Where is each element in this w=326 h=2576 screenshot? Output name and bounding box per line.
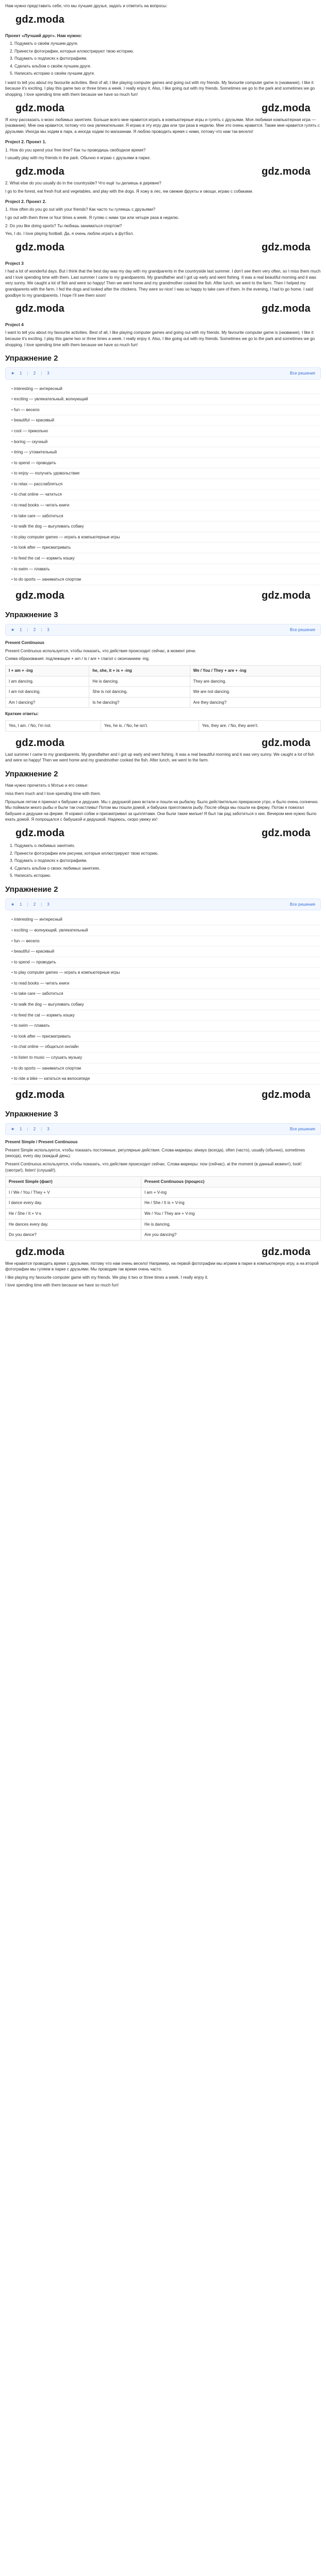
list-item: • to take care — заботиться bbox=[11, 511, 321, 522]
short-answers-table bbox=[5, 720, 321, 732]
list-item: • to feed the cat — кормить кошку bbox=[11, 1010, 321, 1021]
list-item: • to do sports — заниматься спортом bbox=[11, 574, 321, 585]
table-cell: She is not dancing. bbox=[89, 687, 190, 698]
watermark-logo: gdz.moda bbox=[262, 827, 311, 839]
watermark-logo: gdz.moda bbox=[15, 589, 64, 601]
watermark-row bbox=[5, 1087, 321, 1104]
watermark-row bbox=[5, 11, 321, 28]
list-item: 4. Сделать альбом о своём лучшем друге. bbox=[14, 63, 321, 70]
rating-bar bbox=[5, 624, 321, 636]
rating-1[interactable]: 1 bbox=[20, 1126, 22, 1131]
project-3 bbox=[5, 260, 321, 317]
table-row bbox=[6, 1219, 321, 1230]
grammar-label: Present Continuous bbox=[5, 640, 45, 646]
project3-label: Project 3 bbox=[5, 260, 24, 266]
watermark-logo: gdz.moda bbox=[15, 165, 64, 177]
watermark-row bbox=[5, 825, 321, 842]
list-item: • to spend — проводить bbox=[11, 458, 321, 469]
watermark-logo: gdz.moda bbox=[15, 102, 64, 114]
watermark-logo: gdz.moda bbox=[15, 827, 64, 839]
list-item: • to enjoy — получать удовольствие bbox=[11, 468, 321, 479]
list-item: • to read books — читать книги bbox=[11, 978, 321, 989]
star-icon[interactable]: ★ bbox=[11, 370, 15, 376]
table-cell: Yes, I am. / No, I'm not. bbox=[6, 720, 101, 731]
tense-table bbox=[5, 1176, 321, 1241]
list-item: • cool — прикольно bbox=[11, 426, 321, 437]
list-item: • to walk the dog — выгуливать собаку bbox=[11, 521, 321, 532]
watermark-row bbox=[5, 163, 321, 180]
vocab-list bbox=[5, 384, 321, 585]
watermark-logo: gdz.moda bbox=[262, 303, 311, 315]
list-item: • to read books — читать книги bbox=[11, 500, 321, 511]
all-solutions-link[interactable]: Все решения bbox=[290, 902, 315, 907]
exercise-4-lead: Нам нужно прочитать о Мэтью и его семье: bbox=[5, 783, 89, 788]
table-cell: I am dancing. bbox=[6, 676, 89, 687]
list-item: • to spend — проводить bbox=[11, 957, 321, 968]
list-item: • to feed the cat — кормить кошку bbox=[11, 553, 321, 564]
list-item: • beautiful — красивый bbox=[11, 946, 321, 957]
grammar-label: Present Simple / Present Continuous bbox=[5, 1140, 78, 1145]
exercise-2-title: Упражнение 2 bbox=[5, 354, 58, 363]
exercise-6-outro-2: I like playing my favourite computer game with my friends. We play it two or three times a week. I really enjoy it. bbox=[5, 1275, 208, 1280]
table-cell: He / She / It is + V-ing bbox=[141, 1198, 320, 1209]
list-item: • exciting — волнующий, увлекательный bbox=[11, 925, 321, 936]
list-item: • to walk the dog — выгуливать собаку bbox=[11, 999, 321, 1010]
watermark-logo: gdz.moda bbox=[262, 737, 311, 749]
list-item: • boring — скучный bbox=[11, 437, 321, 448]
list-item: • fun — весело bbox=[11, 405, 321, 416]
exercise-4-story-ru: Прошлым летом я приехал к бабушке и дедушке. Мы с дедушкой рано встали и пошли на рыбалку. Было действительно прекрасное утро, и было очень солнечно. Мы поймали много рыбы и были так счастливы! Потом мы пошли домой, и бабушка приготовила рыбу. После обеда мы пошли на ферму. Потом я помогал бабушке и дедушке на ферме. Я кормил собак и присматривал за цыплятами. Они были такие милые! Я был так рад заботиться о них. Вечером мне нужно было ехать домой. Я попрощался с бабушкой и дедушкой. Надеюсь, скоро увижу их! bbox=[5, 799, 319, 822]
exercise-2 bbox=[5, 353, 321, 604]
table-row bbox=[6, 676, 321, 687]
rating-3[interactable]: 3 bbox=[47, 370, 50, 376]
watermark-logo: gdz.moda bbox=[262, 1246, 311, 1258]
examples-title: Краткие ответы: bbox=[5, 711, 39, 717]
exercise-4-title: Упражнение 2 bbox=[5, 769, 58, 778]
star-icon[interactable]: ★ bbox=[11, 627, 15, 632]
block1-title: Проект «Лучший друг». Нам нужно: bbox=[5, 32, 83, 38]
list-item: • to swim — плавать bbox=[11, 564, 321, 575]
table-cell: Are you dancing? bbox=[141, 1230, 320, 1241]
table-cell: We are not dancing. bbox=[190, 687, 320, 698]
rating-1[interactable]: 1 bbox=[20, 902, 22, 907]
watermark-row bbox=[5, 239, 321, 256]
rating-3[interactable]: 3 bbox=[47, 1126, 50, 1131]
exercise-3-title: Упражнение 3 bbox=[5, 610, 58, 619]
table-cell: I / We / You / They + V bbox=[6, 1187, 141, 1198]
table-cell: I am + V-ing bbox=[141, 1187, 320, 1198]
all-solutions-link[interactable]: Все решения bbox=[290, 1126, 315, 1131]
watermark-logo: gdz.moda bbox=[262, 241, 311, 253]
rating-3[interactable]: 3 bbox=[47, 902, 50, 907]
list-item: 3. Подумать о подписях к фотографиям. bbox=[14, 858, 321, 864]
grammar-intro: Present Continuous используется, чтобы показать, что действие происходит сейчас, в момент речи. bbox=[5, 648, 197, 653]
exercise-3-text: Last summer I came to my grandparents. My grandfather and I got up early and went fishing. It was a real beautiful morning and it was very sunny. We caught a lot of fish and were so happy! Then we went home and my grandmother cooked the fish. After lunch, we went to the farm. bbox=[5, 752, 315, 763]
project1-q1: 1. How do you spend your free time? Как ты проводишь свободное время? bbox=[5, 147, 146, 152]
all-solutions-link[interactable]: Все решения bbox=[290, 370, 315, 376]
list-item: 2. Принести фотографии или рисунки, которые иллюстрируют твою историю. bbox=[14, 851, 321, 857]
rating-2[interactable]: 2 bbox=[33, 627, 36, 632]
table-cell: I dance every day. bbox=[6, 1198, 141, 1209]
table-header: he, she, it + is + -ing bbox=[89, 665, 190, 676]
project4-story: I want to tell you about my favourite activities. Best of all, I like playing computer games and going out with my friends. My favourite computer game is (название). I like it because it’s exciting. I play this game two or three times a week. I really enjoy it. Also, I like going out with my friends. Sometimes we go to the park and sometimes we go shopping. I love spending time with them because we have so much fun! bbox=[5, 330, 315, 347]
grammar-intro-2: Схема образования: подлежащее + am / is / are + глагол с окончанием -ing. bbox=[5, 656, 150, 662]
list-item: • interesting — интересный bbox=[11, 914, 321, 925]
table-cell: Are they dancing? bbox=[190, 697, 320, 708]
list-item: • exciting — увлекательный, волнующий bbox=[11, 394, 321, 405]
all-solutions-link[interactable]: Все решения bbox=[290, 627, 315, 632]
table-row bbox=[6, 720, 321, 731]
project4-label: Project 4 bbox=[5, 322, 24, 328]
rating-3[interactable]: 3 bbox=[47, 627, 50, 632]
list-item: 4. Сделать альбом о своих любимых занятиях. bbox=[14, 866, 321, 872]
grammar-intro-2: Present Continuous используется, чтобы показать, что действие происходит сейчас. Слова-маркеры: now (сейчас), at the moment (в данный момент), look! (смотри!), listen! (слушай!). bbox=[5, 1161, 302, 1173]
table-cell: Yes, they are. / No, they aren't. bbox=[199, 720, 320, 731]
table-cell: He dances every day. bbox=[6, 1219, 141, 1230]
intro-task: Нам нужно представить себе, что мы лучшие друзья, задать и ответить на вопросы: bbox=[5, 4, 168, 8]
project2-a2: Yes, I do. I love playing football. Да, я очень люблю играть в футбол. bbox=[5, 231, 134, 236]
list-item: 1. Подумать о любимых занятиях. bbox=[14, 843, 321, 849]
watermark-logo: gdz.moda bbox=[15, 1089, 64, 1100]
watermark-row bbox=[5, 300, 321, 317]
table-cell: They are dancing. bbox=[190, 676, 320, 687]
table-cell: He is dancing. bbox=[141, 1219, 320, 1230]
list-item: • to look after — присматривать bbox=[11, 543, 321, 553]
table-row bbox=[6, 1187, 321, 1198]
project2-q2: 2. Do you like doing sports? Ты любишь заниматься спортом? bbox=[5, 223, 122, 228]
table-row bbox=[6, 1230, 321, 1241]
block1-story-ru: Я хочу рассказать о моих любимых занятиях. Больше всего мне нравится играть в компьютерные игры и гулять с друзьями. Моя любимая компьютерная игра — (название). Мне она нравится, потому что она увлекательная. Я играю в эту игру два или три раза в неделю. Мне это очень нравится. Также мне нравится гулять с друзьями. Иногда мы ходим в парк, а иногда ходим по магазинам. Я люблю проводить время с ними, потому что нам так весело! bbox=[5, 117, 320, 134]
exercise-3 bbox=[5, 609, 321, 764]
table-header: Present Simple (факт) bbox=[6, 1177, 141, 1188]
list-item: • tiring — утомительный bbox=[11, 447, 321, 458]
block-best-friend bbox=[5, 11, 321, 135]
table-cell: Am I dancing? bbox=[6, 697, 89, 708]
watermark-logo: gdz.moda bbox=[262, 102, 311, 114]
table-cell: He / She / It + V-s bbox=[6, 1208, 141, 1219]
list-item: • beautiful — красивый bbox=[11, 415, 321, 426]
list-item: • fun — весело bbox=[11, 936, 321, 947]
rating-1[interactable]: 1 bbox=[20, 627, 22, 632]
list-item: 2. Принести фотографии, которые иллюстрируют твою историю. bbox=[14, 48, 321, 55]
divider: | bbox=[27, 1126, 28, 1131]
table-row bbox=[6, 665, 321, 676]
list-item: • to play computer games — играть в компьютерные игры bbox=[11, 532, 321, 543]
exercise-6-outro-3: I love spending time with them because we have so much fun! bbox=[5, 1283, 119, 1288]
rating-2[interactable]: 2 bbox=[33, 1126, 36, 1131]
list-item: 3. Подумать о подписях к фотографиям. bbox=[14, 56, 321, 62]
list-item: • to listen to music — слушать музыку bbox=[11, 1053, 321, 1063]
divider: | bbox=[41, 627, 42, 632]
table-cell: Do you dance? bbox=[6, 1230, 141, 1241]
list-item: • to take care — заботиться bbox=[11, 989, 321, 999]
watermark-logo: gdz.moda bbox=[15, 13, 64, 25]
project1-a2: I go to the forest, eat fresh fruit and vegetables, and play with the dogs. Я хожу в лес, ем свежие фрукты и овощи, играю с собаками. bbox=[5, 189, 253, 194]
list-item: 1. Подумать о своём лучшем друге. bbox=[14, 41, 321, 47]
project1-a1: I usually play with my friends in the park. Обычно я играю с друзьями в парке. bbox=[5, 156, 151, 161]
exercise-5 bbox=[5, 884, 321, 1104]
table-row bbox=[6, 1177, 321, 1188]
watermark-row bbox=[5, 100, 321, 117]
rating-bar bbox=[5, 367, 321, 380]
watermark-logo: gdz.moda bbox=[262, 589, 311, 601]
list-item: • to look after — присматривать bbox=[11, 1031, 321, 1042]
divider: | bbox=[41, 370, 42, 376]
table-header: I + am + -ing bbox=[6, 665, 89, 676]
project-1 bbox=[5, 139, 321, 194]
project2-q1: 1. How often do you go out with your friends? Как часто ты гуляешь с друзьями? bbox=[5, 207, 155, 212]
rating-bar bbox=[5, 899, 321, 911]
table-row bbox=[6, 697, 321, 708]
exercise-4-steps bbox=[5, 843, 321, 879]
list-item: • to chat online — общаться онлайн bbox=[11, 1042, 321, 1053]
table-cell: Is he dancing? bbox=[89, 697, 190, 708]
project-4 bbox=[5, 321, 321, 348]
watermark-logo: gdz.moda bbox=[15, 737, 64, 749]
project2-label: Project 2. Проект 2. bbox=[5, 199, 46, 205]
watermark-logo: gdz.moda bbox=[15, 1246, 64, 1258]
watermark-row bbox=[5, 587, 321, 604]
exercise-6 bbox=[5, 1109, 321, 1289]
list-item: • to do sports — заниматься спортом bbox=[11, 1063, 321, 1074]
watermark-logo: gdz.moda bbox=[262, 165, 311, 177]
rating-1[interactable]: 1 bbox=[20, 370, 22, 376]
divider: | bbox=[27, 902, 28, 907]
list-item: 5. Написать историю о своём лучшем друге. bbox=[14, 71, 321, 77]
list-item: • to ride a bike — кататься на велосипеде bbox=[11, 1074, 321, 1084]
table-cell: He is dancing. bbox=[89, 676, 190, 687]
grammar-intro: Present Simple используется, чтобы показать постоянные, регулярные действия. Слова-маркеры: always (всегда), often (часто), usually (обычно), sometimes (иногда), every day (каждый день). bbox=[5, 1147, 305, 1159]
rating-bar bbox=[5, 1123, 321, 1136]
project-2 bbox=[5, 198, 321, 256]
watermark-row bbox=[5, 735, 321, 752]
exercise-5-title: Упражнение 2 bbox=[5, 885, 58, 894]
table-row bbox=[6, 1198, 321, 1209]
exercise-4-text: miss them much and I love spending time with them. bbox=[5, 791, 101, 796]
vocab-list bbox=[5, 914, 321, 1084]
block1-steps bbox=[5, 41, 321, 77]
project1-label: Project 2. Проект 1. bbox=[5, 139, 46, 145]
table-header: Present Continuous (процесс) bbox=[141, 1177, 320, 1188]
exercise-4 bbox=[5, 769, 321, 879]
watermark-row bbox=[5, 1244, 321, 1261]
divider: | bbox=[41, 902, 42, 907]
list-item: • to chat online — чатиться bbox=[11, 489, 321, 500]
exercise-6-outro: Мне нравится проводить время с друзьями, потому что нам очень весело! Например, на первой фотографии мы играем в парке в компьютерную игру, а на второй фотографии мы гуляем в парке с друзьями. Мы проводим так время очень часто. bbox=[5, 1261, 319, 1272]
table-cell: I am not dancing. bbox=[6, 687, 89, 698]
table-cell: We / You / They are + V-ing bbox=[141, 1208, 320, 1219]
watermark-logo: gdz.moda bbox=[15, 303, 64, 315]
table-cell: Yes, he is. / No, he isn't. bbox=[101, 720, 199, 731]
divider: | bbox=[41, 1126, 42, 1131]
table-header: We / You / They + are + -ing bbox=[190, 665, 320, 676]
watermark-logo: gdz.moda bbox=[15, 241, 64, 253]
project3-story: I had a lot of wonderful days. But I think that the best day was my day with my grandparents in the countryside last summer. I don’t see them very often, so I miss them much and I love spending time with them. Last summer I came to my grandparents. My grandfather and I got up early and went fishing. It was a real beautiful morning and it was very sunny. We caught a lot of fish and were so happy! Then we went home and my grandmother cooked the fish. After lunch, we went to the farm. Then I helped my grandparents with the farm. I fed the dogs and looked after the chickens. They were so nice! I was so happy to take care of them. In the evening, I had to go home. I said goodbye to my grandparents. I hope I’ll see them soon! bbox=[5, 269, 321, 298]
rating-2[interactable]: 2 bbox=[33, 370, 36, 376]
list-item: 5. Написать историю. bbox=[14, 873, 321, 879]
exercise-6-title: Упражнение 3 bbox=[5, 1109, 58, 1118]
watermark-logo: gdz.moda bbox=[262, 1089, 311, 1100]
table-row bbox=[6, 687, 321, 698]
divider: | bbox=[27, 370, 28, 376]
rating-2[interactable]: 2 bbox=[33, 902, 36, 907]
grammar-table bbox=[5, 665, 321, 708]
project2-a1: I go out with them three or four times a week. Я гуляю с ними три или четыре раза в неделю. bbox=[5, 215, 180, 221]
divider: | bbox=[27, 627, 28, 632]
list-item: • to relax — расслабляться bbox=[11, 479, 321, 490]
table-row bbox=[6, 1208, 321, 1219]
block1-story: I want to tell you about my favourite activities. Best of all, I like playing computer games and going out with my friends. My favourite computer game is (название). I like it because it’s exciting. I play this game two or three times a week. I really enjoy it. Also, I like going out with my friends. Sometimes we go to the park and sometimes we go shopping. I love spending time with them because we have so much fun! bbox=[5, 80, 315, 97]
star-icon[interactable]: ★ bbox=[11, 1126, 15, 1131]
list-item: • interesting — интересный bbox=[11, 384, 321, 395]
project1-q2: 2. What else do you usually do in the countryside? Что ещё ты делаешь в деревне? bbox=[5, 180, 161, 185]
list-item: • to play computer games — играть в компьютерные игры bbox=[11, 968, 321, 978]
list-item: • to swim — плавать bbox=[11, 1021, 321, 1031]
star-icon[interactable]: ★ bbox=[11, 902, 15, 907]
